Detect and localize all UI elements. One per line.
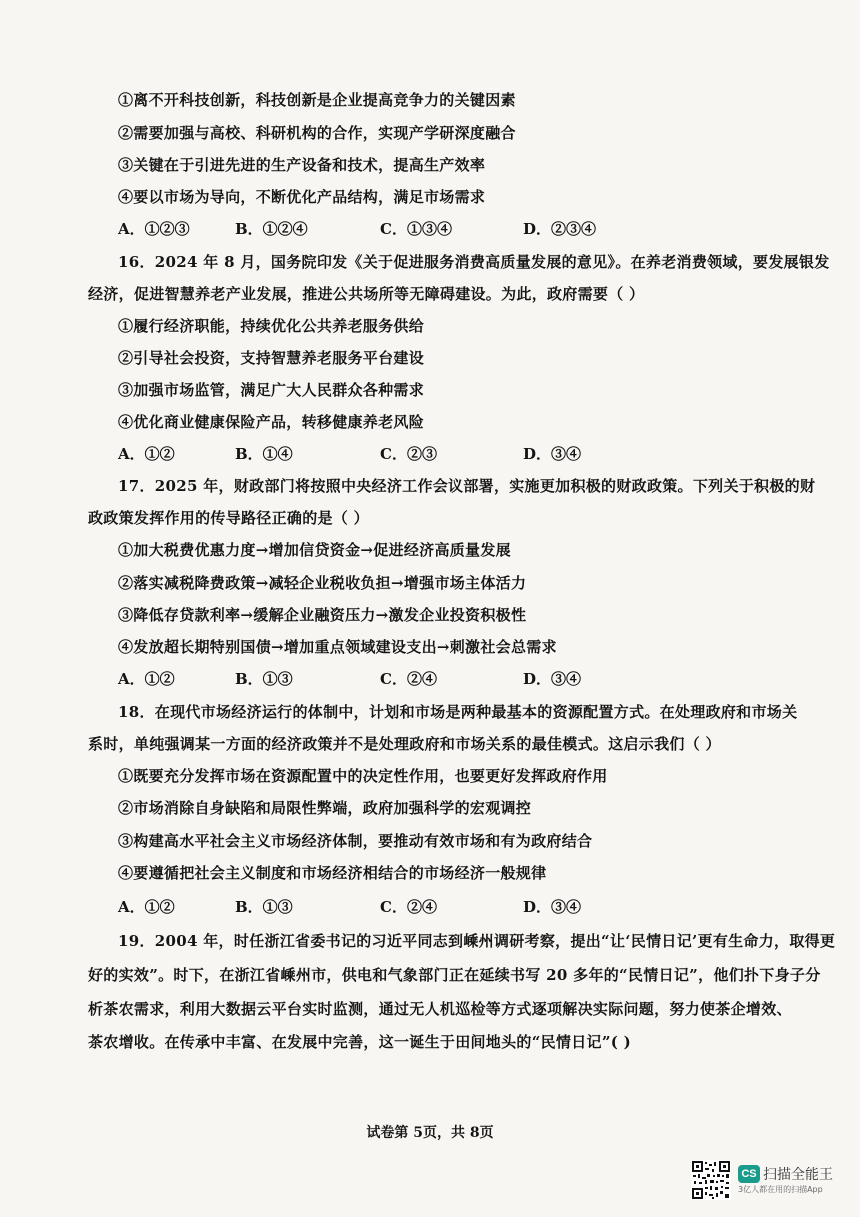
q15-choice-b: B．①②④ <box>235 220 308 238</box>
q17-stem-line-2: 政政策发挥作用的传导路径正确的是（ ） <box>88 509 369 527</box>
q17-stem-line-1: 17．2025 年，财政部门将按照中央经济工作会议部署，实施更加积极的财政政策。下列关于积极的财 <box>118 477 816 495</box>
q16-choice-b: B．①④ <box>235 445 293 463</box>
scanner-tagline: 3亿人都在用的扫描App <box>738 1185 823 1194</box>
q17-choice-d: D．③④ <box>523 670 582 688</box>
q19-stem-line-2: 好的实效”。时下，在浙江省嵊州市，供电和气象部门正在延续书写 20 多年的“民情日记”，他们扑下身子分 <box>88 966 821 984</box>
page-footer: 试卷第 5页，共 8页 <box>366 1125 494 1141</box>
q15-item-1: ①离不开科技创新，科技创新是企业提高竞争力的关键因素 <box>118 91 516 109</box>
q18-item-4: ④要遵循把社会主义制度和市场经济相结合的市场经济一般规律 <box>118 864 547 882</box>
q16-item-2: ②引导社会投资，支持智慧养老服务平台建设 <box>118 349 425 367</box>
q17-choice-a: A．①② <box>118 670 175 688</box>
q17-item-4: ④发放超长期特别国债→增加重点领域建设支出→刺激社会总需求 <box>118 638 557 656</box>
q17-choice-b: B．①③ <box>235 670 293 688</box>
q16-choice-a: A．①② <box>118 445 175 463</box>
q18-stem-line-2: 系时，单纯强调某一方面的经济政策并不是处理政府和市场关系的最佳模式。这启示我们（ ） <box>88 735 721 753</box>
q18-stem-line-1: 18．在现代市场经济运行的体制中，计划和市场是两种最基本的资源配置方式。在处理政府和市场关 <box>118 703 798 721</box>
q17-item-1: ①加大税费优惠力度→增加信贷资金→促进经济高质量发展 <box>118 541 511 559</box>
scanner-brand <box>738 1163 833 1194</box>
q15-choice-a: A．①②③ <box>118 220 190 238</box>
q19-stem-line-3: 析茶农需求，利用大数据云平台实时监测，通过无人机巡检等方式逐项解决实际问题，努力使茶企增效、 <box>88 1000 792 1018</box>
q15-item-4: ④要以市场为导向，不断优化产品结构，满足市场需求 <box>118 188 486 206</box>
q17-choice-c: C．②④ <box>380 670 437 688</box>
q16-item-3: ③加强市场监管，满足广大人民群众各种需求 <box>118 381 425 399</box>
q18-item-3: ③构建高水平社会主义市场经济体制，要推动有效市场和有为政府结合 <box>118 832 593 850</box>
q15-item-2: ②需要加强与高校、科研机构的合作，实现产学研深度融合 <box>118 124 516 142</box>
q16-stem-line-1: 16．2024 年 8 月，国务院印发《关于促进服务消费高质量发展的意见》。在养老消费领域，要发展银发 <box>118 253 830 271</box>
q18-item-2: ②市场消除自身缺陷和局限性弊端，政府加强科学的宏观调控 <box>118 799 532 817</box>
q18-choice-b: B．①③ <box>235 898 293 916</box>
q15-choice-d: D．②③④ <box>523 220 597 238</box>
q18-choice-d: D．③④ <box>523 898 582 916</box>
camscanner-logo-icon: CS <box>738 1165 760 1183</box>
q18-choice-a: A．①② <box>118 898 175 916</box>
q16-item-1: ①履行经济职能，持续优化公共养老服务供给 <box>118 317 425 335</box>
q19-stem-line-4: 茶农增收。在传承中丰富、在发展中完善，这一诞生于田间地头的“民情日记”( ) <box>88 1033 632 1051</box>
q19-stem-line-1: 19．2004 年，时任浙江省委书记的习近平同志到嵊州调研考察，提出“让‘民情日记’更有生命力，取得更 <box>118 932 836 950</box>
scanner-brand-name: 扫描全能王 <box>763 1166 833 1183</box>
q17-item-2: ②落实减税降费政策→减轻企业税收负担→增强市场主体活力 <box>118 574 527 592</box>
q18-choice-c: C．②④ <box>380 898 437 916</box>
q15-choice-c: C．①③④ <box>380 220 452 238</box>
q16-choice-d: D．③④ <box>523 445 582 463</box>
q18-item-1: ①既要充分发挥市场在资源配置中的决定性作用，也要更好发挥政府作用 <box>118 767 608 785</box>
q16-item-4: ④优化商业健康保险产品，转移健康养老风险 <box>118 413 425 431</box>
q16-stem-line-2: 经济，促进智慧养老产业发展，推进公共场所等无障碍建设。为此，政府需要（ ） <box>88 285 645 303</box>
q16-choice-c: C．②③ <box>380 445 437 463</box>
qr-code-icon <box>691 1160 731 1200</box>
q17-item-3: ③降低存贷款利率→缓解企业融资压力→激发企业投资积极性 <box>118 606 527 624</box>
q15-item-3: ③关键在于引进先进的生产设备和技术，提高生产效率 <box>118 156 486 174</box>
